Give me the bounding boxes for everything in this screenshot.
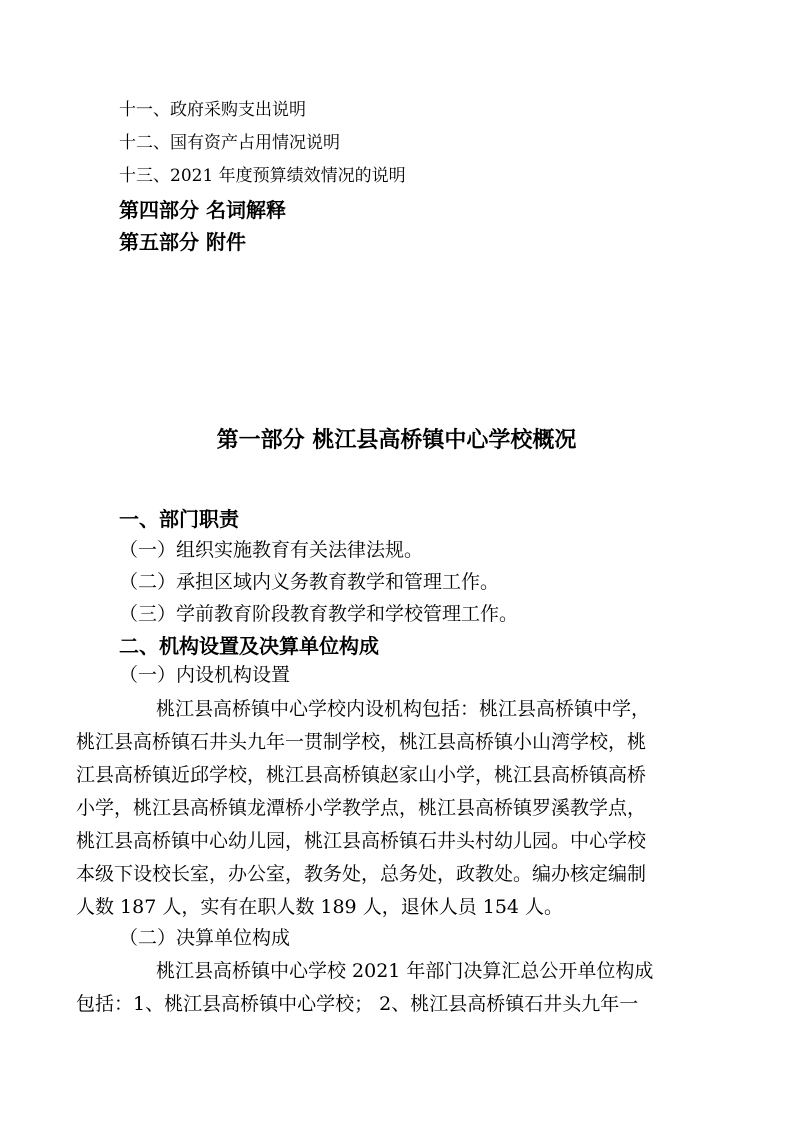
duty-item-3: （三）学前教育阶段教育教学和学校管理工作。 (119, 603, 519, 625)
paragraph-line: 桃江县高桥镇中心学校 2021 年部门决算汇总公开单位构成 (156, 960, 654, 982)
heading-duties: 一、部门职责 (119, 507, 239, 531)
toc-item-13: 十三、2021 年度预算绩效情况的说明 (119, 166, 406, 186)
duty-item-2: （二）承担区域内义务教育教学和管理工作。 (119, 571, 500, 593)
duty-item-1: （一）组织实施教育有关法律法规。 (119, 539, 424, 561)
toc-item-11: 十一、政府采购支出说明 (119, 100, 306, 120)
heading-organization: 二、机构设置及决算单位构成 (119, 634, 379, 658)
toc-part-5: 第五部分 附件 (119, 230, 246, 254)
paragraph-line: 包括：1、桃江县高桥镇中心学校； 2、桃江县高桥镇石井头九年一 (76, 993, 639, 1015)
subheading-budget-units: （二）决算单位构成 (119, 927, 291, 949)
paragraph-line: 江县高桥镇近邱学校，桃江县高桥镇赵家山小学，桃江县高桥镇高桥 (76, 764, 647, 786)
subheading-internal-structure: （一）内设机构设置 (119, 664, 291, 686)
paragraph-line: 小学，桃江县高桥镇龙潭桥小学教学点，桃江县高桥镇罗溪教学点， (76, 797, 647, 819)
paragraph-line: 桃江县高桥镇中心学校内设机构包括：桃江县高桥镇中学， (156, 698, 651, 720)
paragraph-line: 本级下设校长室，办公室，教务处，总务处，政教处。编办核定编制 (76, 863, 647, 885)
paragraph-line: 人数 187 人，实有在职人数 189 人，退休人员 154 人。 (76, 896, 564, 918)
paragraph-line: 桃江县高桥镇石井头九年一贯制学校，桃江县高桥镇小山湾学校，桃 (76, 731, 647, 753)
toc-part-4: 第四部分 名词解释 (119, 198, 286, 222)
paragraph-line: 桃江县高桥镇中心幼儿园，桃江县高桥镇石井头村幼儿园。中心学校 (76, 830, 647, 852)
toc-item-12: 十二、国有资产占用情况说明 (119, 133, 340, 153)
section-title: 第一部分 桃江县高桥镇中心学校概况 (216, 428, 577, 453)
